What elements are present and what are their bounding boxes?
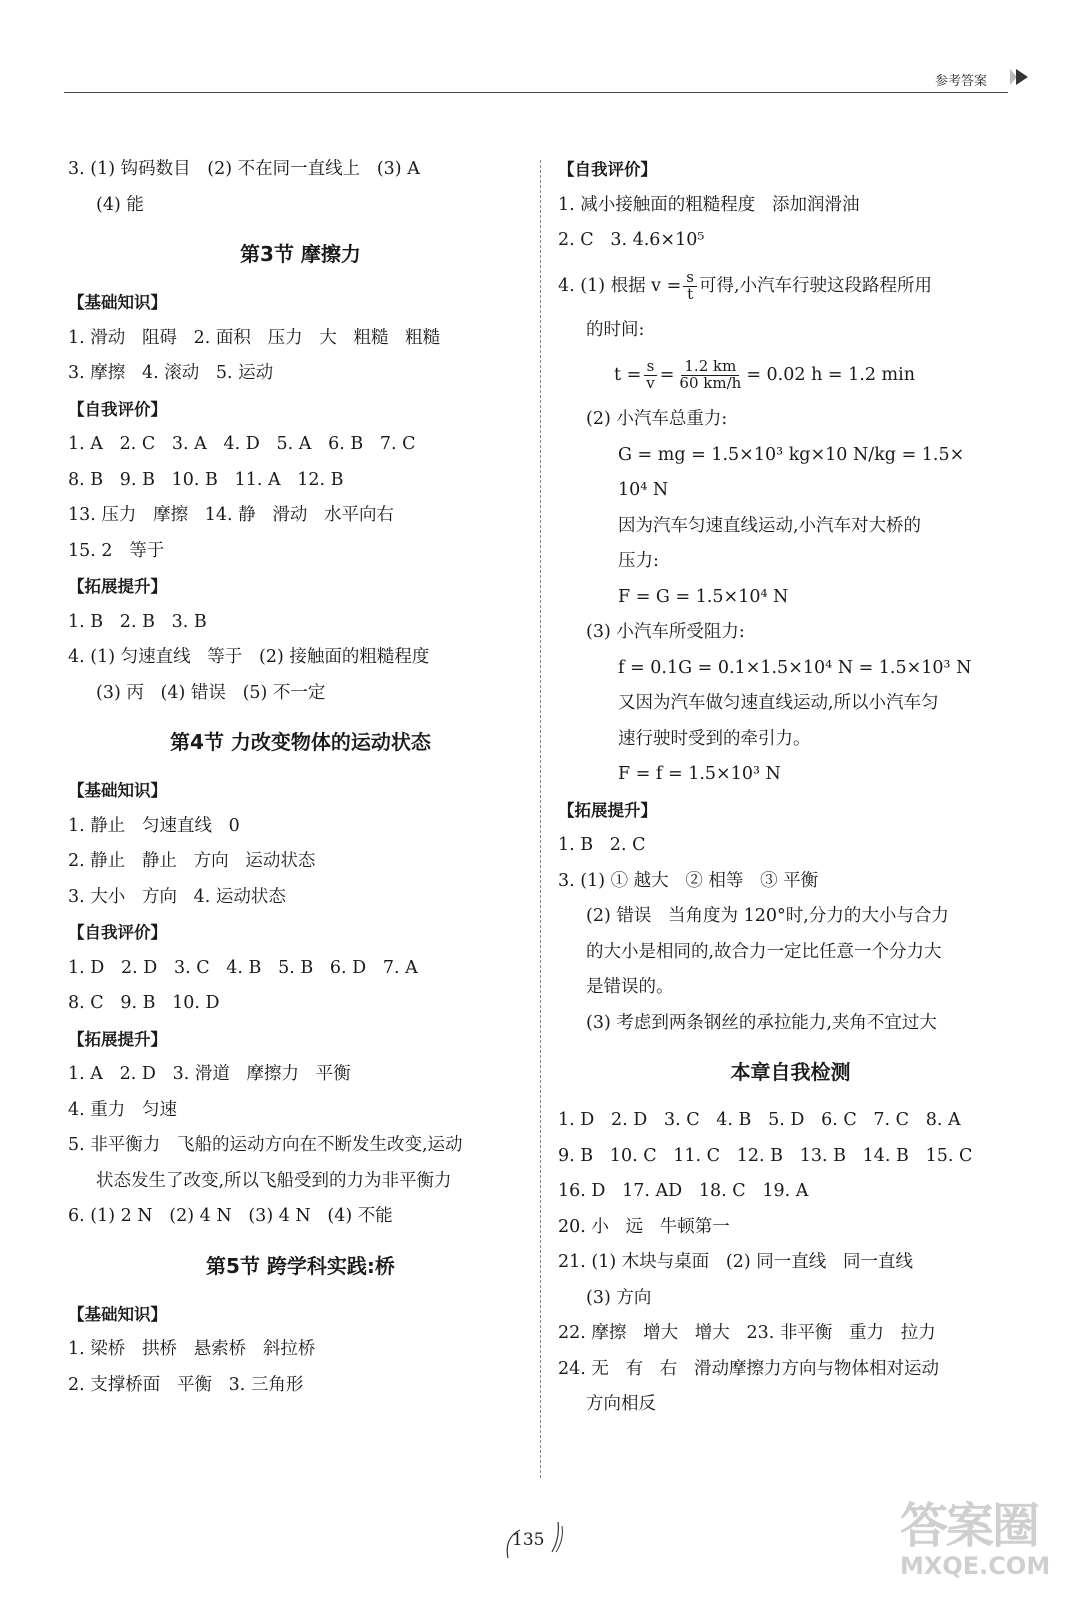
answer-line: 5. 非平衡力 飞船的运动方向在不断发生改变,运动 bbox=[68, 1135, 463, 1155]
header-rule bbox=[64, 92, 1008, 93]
answer-line: 1. 滑动 阻碍 2. 面积 压力 大 粗糙 粗糙 bbox=[68, 327, 441, 348]
answer-line: 20. 小 远 牛顿第一 bbox=[558, 1216, 730, 1237]
fraction bbox=[683, 267, 697, 303]
answer-line: G = mg = 1.5×10³ kg×10 N/kg = 1.5× bbox=[618, 444, 965, 465]
column-divider bbox=[540, 160, 541, 1478]
section-label: 【拓展提升】 bbox=[68, 577, 167, 596]
formula-text: = 0.02 h = 1.2 min bbox=[746, 365, 915, 385]
answer-line: 2. C 3. 4.6×10⁵ bbox=[558, 230, 705, 250]
left-column bbox=[68, 152, 533, 1403]
right-column bbox=[558, 152, 1023, 1423]
answer-line: 1. 梁桥 拱桥 悬索桥 斜拉桥 bbox=[68, 1339, 316, 1359]
answer-line: (3) 方向 bbox=[586, 1287, 652, 1308]
answer-line: f = 0.1G = 0.1×1.5×10⁴ N = 1.5×10³ N bbox=[618, 657, 972, 678]
answer-line: 15. 2 等于 bbox=[68, 540, 165, 561]
fraction-numerator: s bbox=[644, 359, 658, 376]
fraction-numerator: 1.2 km bbox=[681, 359, 739, 376]
fraction bbox=[676, 359, 744, 392]
answer-line: 的时间: bbox=[586, 319, 645, 340]
watermark-text: 答案圈 bbox=[900, 1498, 1039, 1554]
section-label: 【自我评价】 bbox=[68, 399, 167, 419]
answer-line: 16. D 17. AD 18. C 19. A bbox=[558, 1181, 809, 1201]
answer-line: 1. A 2. C 3. A 4. D 5. A 6. B 7. C bbox=[68, 434, 416, 454]
answer-line: (2) 错误 当角度为 120°时,分力的大小与合力 bbox=[586, 906, 949, 926]
section-heading: 第4节 力改变物体的运动状态 bbox=[170, 730, 431, 754]
section-label: 【拓展提升】 bbox=[68, 1029, 167, 1049]
answer-line: 1. A 2. D 3. 滑道 摩擦力 平衡 bbox=[68, 1064, 351, 1084]
watermark-logo bbox=[900, 1500, 1050, 1590]
answer-line: 3. (1) 钩码数目 (2) 不在同一直线上 (3) A bbox=[68, 159, 420, 179]
answer-line: 1. 减小接触面的粗糙程度 添加润滑油 bbox=[558, 194, 860, 215]
answer-line: 22. 摩擦 增大 增大 23. 非平衡 重力 拉力 bbox=[558, 1323, 936, 1343]
section-label: 【自我评价】 bbox=[68, 923, 167, 942]
formula-line bbox=[558, 348, 1023, 402]
answer-line: 3. (1) ① 越大 ② 相等 ③ 平衡 bbox=[558, 870, 819, 891]
formula-text: t = bbox=[614, 365, 642, 385]
header-arrow-icon bbox=[1008, 66, 1030, 88]
section-label: 【基础知识】 bbox=[68, 1304, 167, 1324]
fraction-denominator: 60 km/h bbox=[679, 374, 742, 392]
answer-line: 2. 支撑桥面 平衡 3. 三角形 bbox=[68, 1374, 304, 1395]
answer-line: 是错误的。 bbox=[586, 977, 674, 997]
answer-line: 状态发生了改变,所以飞船受到的力为非平衡力 bbox=[96, 1170, 452, 1191]
answer-line: 4. (1) 匀速直线 等于 (2) 接触面的粗糙程度 bbox=[68, 647, 430, 667]
answer-line: 又因为汽车做匀速直线运动,所以小汽车匀 bbox=[618, 693, 939, 713]
page-number: 135 bbox=[512, 1530, 545, 1550]
answer-line: (4) 能 bbox=[96, 194, 144, 215]
answer-line: 10⁴ N bbox=[618, 480, 669, 500]
formula-line bbox=[558, 259, 1023, 313]
answer-line: 1. 静止 匀速直线 0 bbox=[68, 815, 240, 836]
answer-line: F = G = 1.5×10⁴ N bbox=[618, 586, 789, 607]
formula-text: 可得,小汽车行驶这段路程所用 bbox=[699, 275, 933, 296]
section-label: 【基础知识】 bbox=[68, 293, 167, 312]
answer-line: 速行驶时受到的牵引力。 bbox=[618, 728, 811, 749]
section-label: 【自我评价】 bbox=[558, 160, 657, 179]
answer-line: 24. 无 有 右 滑动摩擦力方向与物体相对运动 bbox=[558, 1358, 939, 1379]
section-heading: 第5节 跨学科实践:桥 bbox=[206, 1253, 395, 1278]
section-label: 【拓展提升】 bbox=[558, 800, 657, 820]
answer-line: 因为汽车匀速直线运动,小汽车对大桥的 bbox=[618, 515, 922, 536]
answer-line: 13. 压力 摩擦 14. 静 滑动 水平向右 bbox=[68, 505, 395, 525]
answer-line: 6. (1) 2 N (2) 4 N (3) 4 N (4) 不能 bbox=[68, 1206, 393, 1226]
watermark-url: MXQE.COM bbox=[900, 1552, 1051, 1580]
answer-line: 8. B 9. B 10. B 11. A 12. B bbox=[68, 469, 344, 490]
answer-line: 21. (1) 木块与桌面 (2) 同一直线 同一直线 bbox=[558, 1252, 913, 1272]
section-heading: 第3节 摩擦力 bbox=[240, 242, 361, 266]
header-label: 参考答案 bbox=[935, 74, 988, 89]
fraction-denominator: v bbox=[646, 374, 655, 392]
formula-text: 4. (1) 根据 v = bbox=[558, 275, 682, 296]
fraction-denominator: t bbox=[687, 284, 694, 303]
fraction bbox=[643, 359, 657, 392]
answer-line: 1. D 2. D 3. C 4. B 5. D 6. C 7. C 8. A bbox=[558, 1110, 961, 1130]
answer-line: 1. B 2. B 3. B bbox=[68, 611, 207, 632]
answer-line: 3. 摩擦 4. 滚动 5. 运动 bbox=[68, 363, 274, 383]
answer-line: 1. D 2. D 3. C 4. B 5. B 6. D 7. A bbox=[68, 957, 418, 978]
answer-line: (3) 考虑到两条钢丝的承拉能力,夹角不宜过大 bbox=[586, 1012, 937, 1033]
answer-line: 2. 静止 静止 方向 运动状态 bbox=[68, 851, 316, 871]
answer-line: (2) 小汽车总重力: bbox=[586, 409, 728, 429]
answer-line: (3) 丙 (4) 错误 (5) 不一定 bbox=[96, 682, 326, 703]
answer-line: 的大小是相同的,故合力一定比任意一个分力大 bbox=[586, 941, 942, 962]
answer-line: 8. C 9. B 10. D bbox=[68, 993, 220, 1013]
section-label: 【基础知识】 bbox=[68, 781, 167, 800]
answer-line: 9. B 10. C 11. C 12. B 13. B 14. B 15. C bbox=[558, 1145, 973, 1166]
answer-line: 1. B 2. C bbox=[558, 835, 646, 855]
answer-line: 压力: bbox=[618, 551, 659, 571]
fraction-numerator: s bbox=[683, 270, 697, 287]
answer-line: (3) 小汽车所受阻力: bbox=[586, 622, 745, 642]
section-heading: 本章自我检测 bbox=[730, 1060, 851, 1084]
formula-text: = bbox=[659, 365, 675, 385]
answer-line: 3. 大小 方向 4. 运动状态 bbox=[68, 886, 286, 907]
answer-line: 4. 重力 匀速 bbox=[68, 1099, 177, 1120]
answer-line: 方向相反 bbox=[586, 1394, 656, 1414]
answer-line: F = f = 1.5×10³ N bbox=[618, 764, 781, 784]
